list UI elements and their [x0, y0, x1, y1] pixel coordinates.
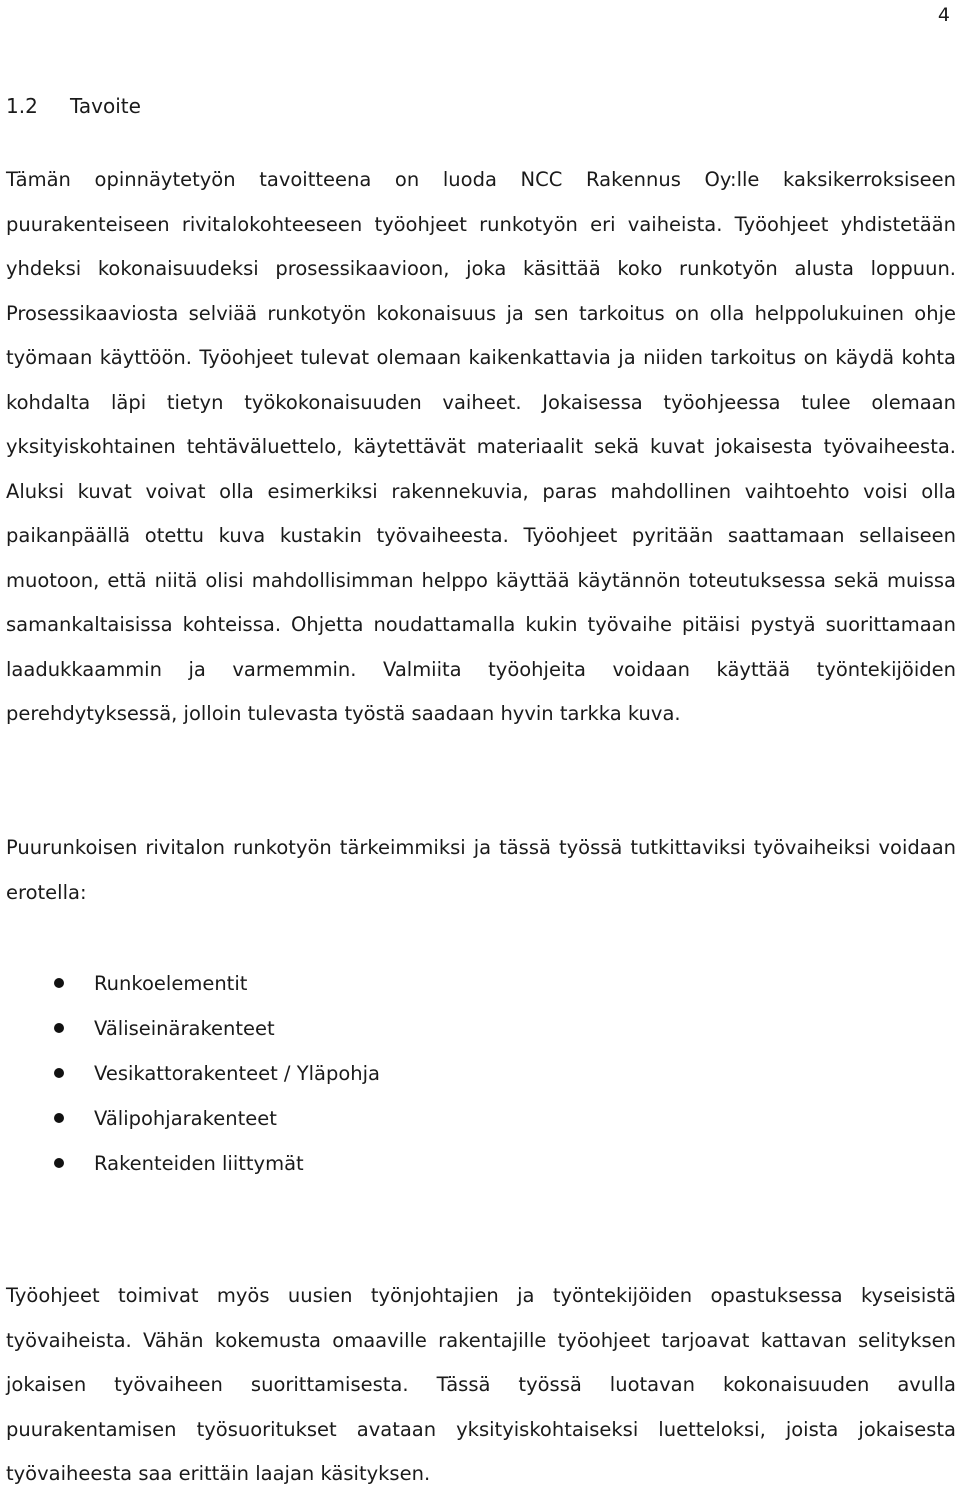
list-item-text: Rakenteiden liittymät [94, 1152, 304, 1175]
list-item-text: Väliseinärakenteet [94, 1017, 275, 1040]
list-item-text: Välipohjarakenteet [94, 1107, 277, 1130]
list-item [0, 1006, 380, 1051]
list-item [0, 961, 380, 1006]
work-phase-list [0, 961, 380, 1186]
bullet-icon [54, 1158, 64, 1168]
bullet-icon [54, 1068, 64, 1078]
list-item [0, 1141, 380, 1186]
intro-paragraph: Tämän opinnäytetyön tavoitteena on luoda NCC Rakennus Oy:lle kaksikerroksiseen puurakenteiseen rivitalokohteeseen työohjeet runkotyön eri vaiheista. Työohjeet yhdistetään yhdeksi kokonaisuudeksi prosessikaavioon, joka käsittää koko runkotyön alusta loppuun. Prosessikaaviosta selviää runkotyön kokonaisuus ja sen tarkoitus on olla helppolukuinen ohje työmaan käyttöön. Työohjeet tulevat olemaan kaikenkattavia ja niiden tarkoitus on käydä kohta kohdalta läpi tietyn työkokonaisuuden vaiheet. Jokaisessa työohjeessa tulee olemaan yksityiskohtainen tehtäväluettelo, käytettävät materiaalit sekä kuvat jokaisesta työvaiheesta. Aluksi kuvat voivat olla esimerkiksi rakennekuvia, paras mahdollinen vaihtoehto voisi olla paikanpäällä otettu kuva kustakin työvaiheesta. Työohjeet pyritään saattamaan sellaiseen muotoon, että niitä olisi mahdollisimman helppo käyttää käytännön toteutuksessa sekä muissa samankaltaisissa kohteissa. Ohjetta noudattamalla kukin työvaihe pitäisi pystyä suorittamaan laadukkaammin ja varmemmin. Valmiita työohjeita voidaan käyttää työntekijöiden perehdytyksessä, jolloin tulevasta työstä saadaan hyvin tarkka kuva. [6, 168, 956, 725]
section-heading [6, 90, 141, 122]
bullet-icon [54, 1023, 64, 1033]
section-number: 1.2 [6, 94, 38, 118]
list-intro-paragraph: Puurunkoisen rivitalon runkotyön tärkeimmiksi ja tässä työssä tutkittaviksi työvaiheiksi voidaan erotella: [6, 836, 956, 904]
page-number: 4 [937, 4, 950, 26]
bullet-icon [54, 1113, 64, 1123]
bullet-icon [54, 978, 64, 988]
closing-paragraph: Työohjeet toimivat myös uusien työnjohtajien ja työntekijöiden opastuksessa kyseisistä työvaiheista. Vähän kokemusta omaaville rakentajille työohjeet tarjoavat kattavan selityksen jokaisen työvaiheen suorittamisesta. Tässä työssä luotavan kokonaisuuden avulla puurakentamisen työsuoritukset avataan yksityiskohtaiseksi luetteloksi, joista jokaisesta työvaiheesta saa erittäin laajan käsityksen. [6, 1284, 956, 1485]
list-item-text: Runkoelementit [94, 972, 248, 995]
list-item-text: Vesikattorakenteet / Yläpohja [94, 1062, 381, 1085]
list-item [0, 1051, 380, 1096]
section-title: Tavoite [70, 94, 141, 118]
list-item [0, 1096, 380, 1141]
